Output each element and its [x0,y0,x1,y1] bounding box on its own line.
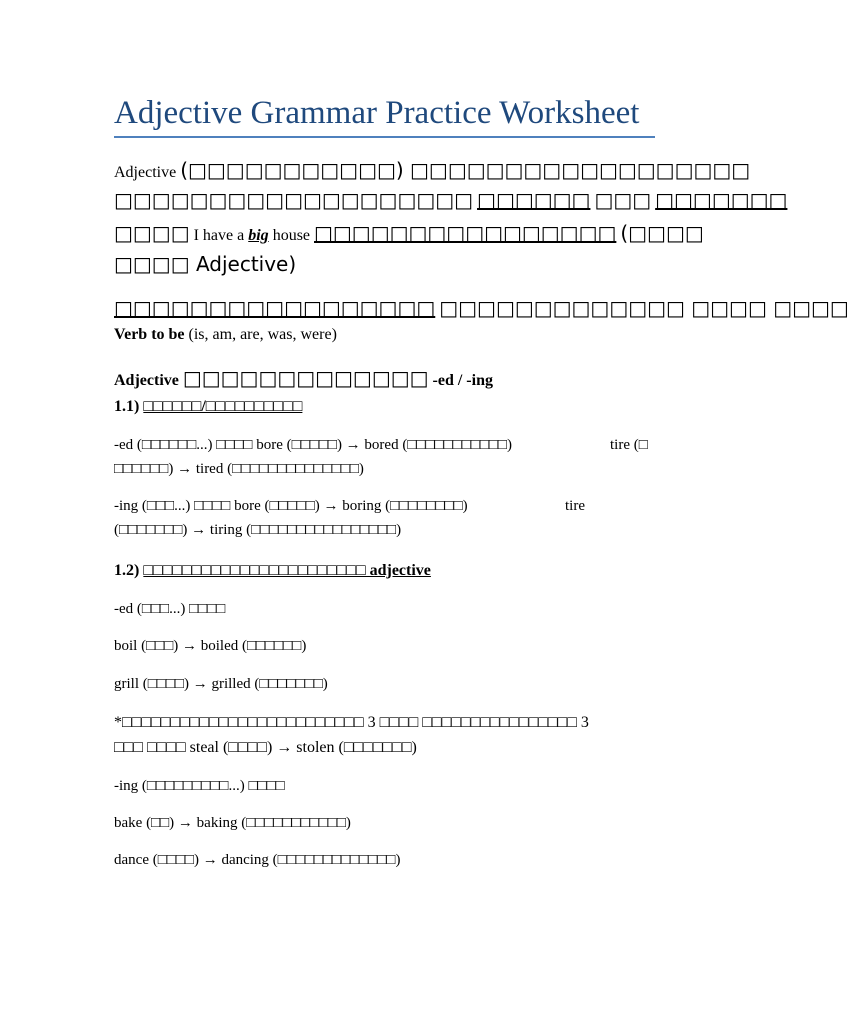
intro-underlined-term: □□□□□□□ [655,188,788,212]
subsection-number: 1.1) [114,398,140,415]
intro-text: (□□□□ [620,221,704,245]
ed-example-continuation: tire (□ [610,437,648,453]
ed-example-line-1: -ed (□□□□□□...) □□□□ bore (□□□□□) → bored (□□□□□□□□□□□) [114,437,512,453]
intro-line-2 [114,188,787,212]
intro-text: Adjective [114,164,177,181]
subsection-title: □□□□□□/□□□□□□□□□□ [143,398,303,415]
verb-to-be-line-1 [114,296,849,320]
intro-text: □□□□ Adjective) [114,252,297,276]
example-sentence: house [272,227,311,244]
intro-text: □□□□ [114,221,190,245]
ing-heading: -ing (□□□□□□□□□...) □□□□ [114,778,285,794]
example-sentence: I have a [193,227,245,244]
example-adjective: big [248,227,269,244]
example-dance: dance (□□□□) → dancing (□□□□□□□□□□□□□) [114,852,401,868]
section-heading-text: □□□□□□□□□□□□□ [182,366,429,390]
intro-text: □□□ [594,188,652,212]
irregular-note-line-2: □□□ □□□□ steal (□□□□) → stolen (□□□□□□□) [114,739,417,756]
ing-example-line-1: -ing (□□□...) □□□□ bore (□□□□□) → boring (□□□□□□□□) [114,498,468,514]
underlined-text: □□□□□□□□□□□□□□□□□ [114,296,436,320]
subsection-title: □□□□□□□□□□□□□□□□□□□□□□□ adjective [143,562,431,579]
paragraph-text: □□□□□□□□□□□□□ □□□□ □□□□ [439,296,849,320]
intro-text: (□□□□□□□□□□□) □□□□□□□□□□□□□□□□□□ [180,158,751,182]
title-underline-rule [114,136,655,138]
ing-example-continuation: tire [565,498,585,514]
section-heading-text: Adjective [114,372,179,389]
example-grill: grill (□□□□) → grilled (□□□□□□□) [114,676,328,692]
section-heading-suffixes: -ed / -ing [432,372,493,389]
intro-underlined-term: □□□□□□ [477,188,591,212]
example-boil: boil (□□□) → boiled (□□□□□□) [114,638,307,654]
intro-text: □□□□□□□□□□□□□□□□□□□ [114,188,474,212]
verb-to-be-label: Verb to be [114,326,185,343]
irregular-note-line-1: *□□□□□□□□□□□□□□□□□□□□□□□□□ 3 □□□□ □□□□□□□□□□□□□□□□ 3 [114,714,589,731]
verb-to-be-forms: (is, am, are, was, were) [188,326,337,343]
intro-line-1 [114,158,750,182]
intro-line-3 [114,221,704,245]
subsection-heading-1-2 [114,562,431,580]
intro-line-4 [114,252,296,276]
ed-heading: -ed (□□□...) □□□□ [114,601,226,617]
subsection-number: 1.2) [114,562,140,579]
ed-example-line-2: □□□□□□) → tired (□□□□□□□□□□□□□□) [114,461,364,477]
subsection-heading-1-1 [114,398,302,416]
intro-underlined-term: □□□□□□□□□□□□□□□□ [314,221,617,245]
example-bake: bake (□□) → baking (□□□□□□□□□□□) [114,815,351,831]
verb-to-be-line-2 [114,326,337,344]
section-heading [114,366,493,390]
ing-example-line-2: (□□□□□□□) → tiring (□□□□□□□□□□□□□□□□) [114,522,402,538]
page-title: Adjective Grammar Practice Worksheet [114,95,640,131]
